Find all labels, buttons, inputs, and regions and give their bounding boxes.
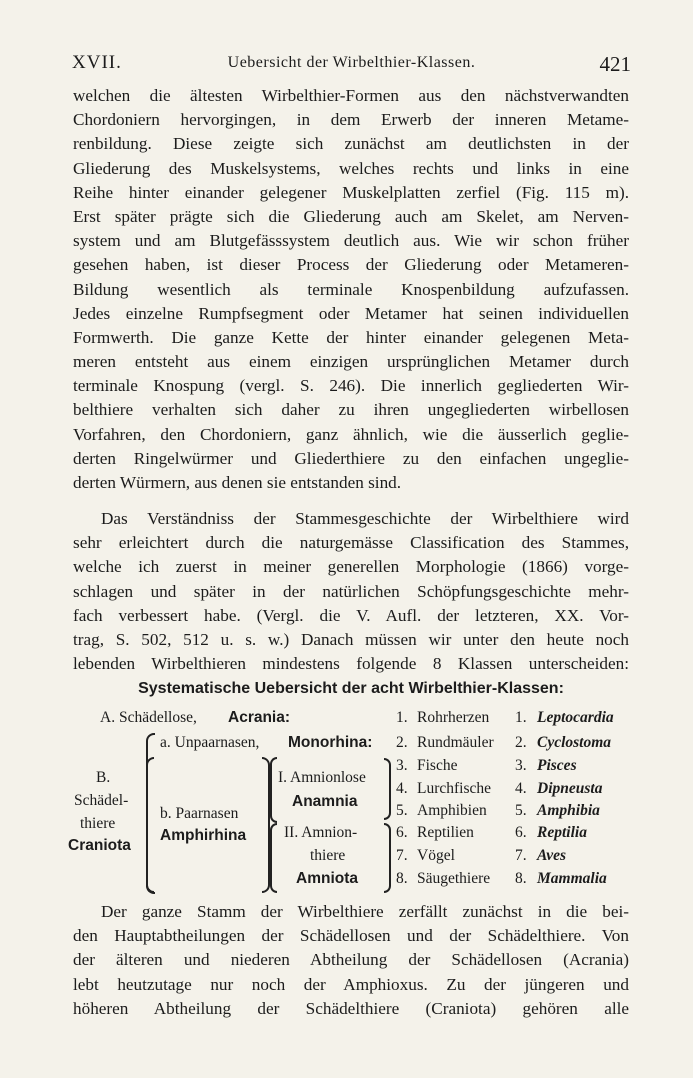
text-line: höheren Abtheilung der Schädelthiere (Craniota) gehören alle: [73, 998, 629, 1018]
paragraph-2: [73, 507, 629, 676]
text-line: sehr erleichtert durch die naturgemässe Classification des Stammes,: [73, 533, 629, 553]
text-line: Formwerth. Die ganze Kette der hinter einander gelegenen Meta-: [73, 327, 629, 347]
text-line: Reihe hinter einander gelegener Muskelplatten zerfiel (Fig. 115 m).: [73, 182, 629, 202]
amniota-label: II. Amnion-: [284, 824, 358, 841]
text-line: den Hauptabtheilungen der Schädellosen und der Schädelthiere. Von: [73, 926, 629, 946]
row-number: 4.: [396, 780, 408, 797]
class-german: Lurchfische: [417, 780, 492, 797]
chapter-number: XVII.: [72, 52, 122, 73]
text-line: Der ganze Stamm der Wirbelthiere zerfällt zunächst in die bei-: [101, 902, 629, 921]
row-number: 7.: [515, 847, 527, 864]
amphirhina-brace: [146, 757, 154, 893]
monorhina-label: a. Unpaarnasen,: [160, 734, 260, 751]
class-german: Säugethiere: [417, 870, 491, 887]
acrania-name: Acrania:: [228, 709, 291, 726]
text-line: welchen die ältesten Wirbelthier-Formen aus den nächstverwandten: [73, 86, 629, 105]
row-number: 5.: [515, 802, 527, 819]
text-line: terminale Knospung (vergl. S. 246). Die innerlich gegliederten Wir-: [73, 376, 629, 396]
row-number: 8.: [515, 870, 527, 887]
craniota-desc-line: thiere: [80, 815, 116, 832]
class-german: Rundmäuler: [417, 734, 494, 751]
amniota-brace: [270, 823, 277, 893]
amniota-label: thiere: [310, 847, 346, 864]
class-german: Amphibien: [417, 802, 487, 819]
class-latin: Aves: [537, 847, 566, 864]
acrania-label: A. Schädellose,: [100, 709, 197, 726]
row-number: 1.: [396, 709, 408, 726]
table-title: Systematische Uebersicht der acht Wirbelthier-Klassen:: [138, 680, 564, 697]
text-line: Bildung wesentlich als terminale Knospenbildung aufzufassen.: [73, 279, 629, 299]
text-line: fach verbessert habe. (Vergl. die V. Aufl. der letzteren, XX. Vor-: [73, 605, 629, 625]
amphirhina-brace-right: [262, 757, 270, 893]
row-number: 6.: [515, 824, 527, 841]
paragraph-1: [73, 84, 629, 495]
text-line: Jedes einzelne Rumpfsegment oder Metamer hat seinen individuellen: [73, 303, 629, 323]
page-number: 421: [599, 52, 631, 76]
class-german: Fische: [417, 757, 458, 774]
text-line: der älteren und niederen Abtheilung der Schädellosen (Acrania): [73, 950, 629, 970]
craniota-name: Craniota: [68, 837, 131, 854]
amniota-name: Amniota: [296, 870, 358, 887]
row-number: 8.: [396, 870, 408, 887]
text-line: renbildung. Diese zeigte sich zunächst am deutlichsten in der: [73, 134, 629, 154]
page-header: [72, 52, 631, 82]
row-number: 7.: [396, 847, 408, 864]
text-line: system und am Blutgefässsystem deutlich aus. Wie wir schon früher: [73, 231, 629, 251]
row-number: 3.: [515, 757, 527, 774]
text-line: meren entsteht aus einem einzigen ursprünglichen Metamer durch: [73, 352, 629, 372]
text-line: lebenden Wirbelthieren mindestens folgende 8 Klassen unterscheiden:: [73, 654, 629, 674]
craniota-desc-line: Schädel-: [74, 792, 129, 809]
row-number: 2.: [396, 734, 408, 751]
anamnia-brace-right: [384, 758, 391, 820]
monorhina-name: Monorhina:: [288, 734, 373, 751]
text-line: welche ich zuerst in meiner generellen Morphologie (1866) vorge-: [73, 557, 629, 577]
class-latin: Pisces: [537, 757, 577, 774]
class-latin: Dipneusta: [537, 780, 603, 797]
text-line: Gliederung des Muskelsystems, welches rechts und links in eine: [73, 158, 629, 178]
row-number: 4.: [515, 780, 527, 797]
class-latin: Reptilia: [537, 824, 587, 841]
text-line: lebt heutzutage nur noch der Amphioxus. Zu der jüngeren und: [73, 974, 629, 994]
row-number: 1.: [515, 709, 527, 726]
class-latin: Amphibia: [537, 802, 600, 819]
class-latin: Cyclostoma: [537, 734, 612, 751]
text-line: Vorfahren, den Chordoniern, ganz ähnlich, wie die äusserlich geglie-: [73, 424, 629, 444]
row-number: 2.: [515, 734, 527, 751]
text-line: Das Verständniss der Stammesgeschichte der Wirbelthiere wird: [101, 509, 629, 528]
row-number: 3.: [396, 757, 408, 774]
text-line: derten Ringelwürmer und Gliederthiere zu den einfachen ungeglie-: [73, 448, 629, 468]
class-german: Vögel: [417, 847, 455, 864]
text-line: Chordoniern hervorgingen, in dem Erwerb der inneren Metame-: [73, 110, 629, 130]
amphirhina-label: b. Paarnasen: [160, 805, 239, 822]
text-line: schlagen und später in der natürlichen Schöpfungsgeschichte mehr-: [73, 581, 629, 601]
paragraph-3: [73, 900, 629, 1021]
text-line: trag, S. 502, 512 u. s. w.) Danach müssen wir unter den heute noch: [73, 629, 629, 649]
text-line: belthiere verhalten sich daher zu ihren ungegliederten wirbellosen: [73, 400, 629, 420]
text-line: gesehen haben, ist dieser Process der Gliederung oder Metameren-: [73, 255, 629, 275]
anamnia-name: Anamnia: [292, 793, 358, 810]
row-number: 5.: [396, 802, 408, 819]
anamnia-brace: [270, 757, 277, 823]
class-latin: Leptocardia: [537, 709, 614, 726]
class-german: Reptilien: [417, 824, 474, 841]
amniota-brace-right: [384, 823, 391, 893]
anamnia-label: I. Amnionlose: [278, 769, 366, 786]
craniota-label: B.: [96, 769, 111, 786]
text-line: Erst später prägte sich die Gliederung auch am Skelet, am Nerven-: [73, 206, 629, 226]
text-line: derten Würmern, aus denen sie entstanden sind.: [73, 473, 402, 492]
amphirhina-name: Amphirhina: [160, 827, 247, 844]
running-title: Uebersicht der Wirbelthier-Klassen.: [227, 54, 476, 71]
row-number: 6.: [396, 824, 408, 841]
class-latin: Mammalia: [537, 870, 607, 887]
class-german: Rohrherzen: [417, 709, 490, 726]
